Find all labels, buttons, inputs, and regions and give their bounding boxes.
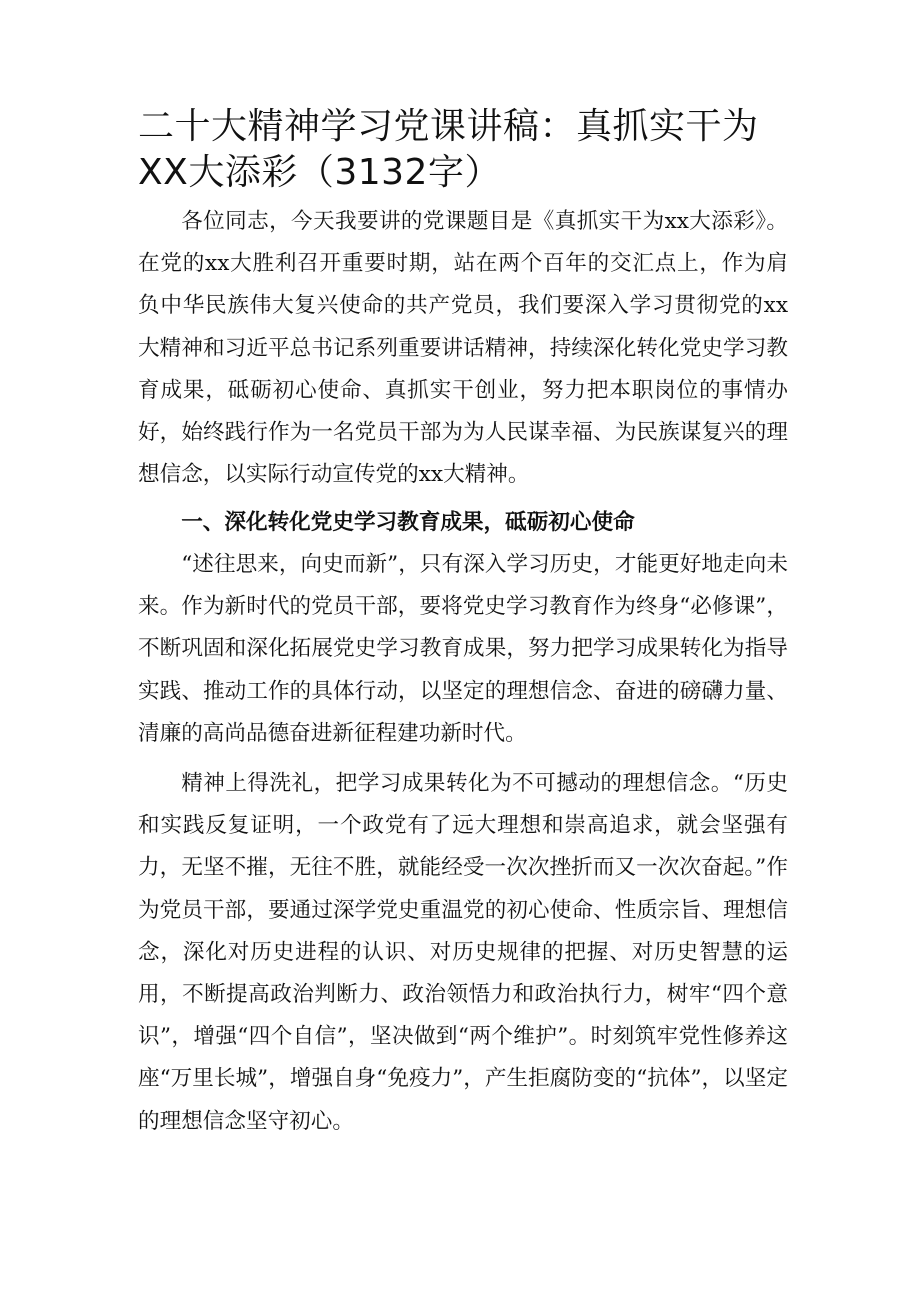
document-title: 二十大精神学习党课讲稿：真抓实干为XX大添彩（3132字） xyxy=(138,106,759,193)
body-paragraph-intro: 各位同志，今天我要讲的党课题目是《真抓实干为xx大添彩》。在党的xx大胜利召开重要时期，站在两个百年的交汇点上，作为肩负中华民族伟大复兴使命的共产党员，我们要深入学习贯彻党的xx大精神和习近平总书记系列重要讲话精神，持续深化转化党史学习教育成果，砥砺初心使命、真抓实干创业，努力把本职岗位的事情办好，始终践行作为一名党员干部为为人民谋幸福、为民族谋复兴的理想信念，以实际行动宣传党的xx大精神。 xyxy=(138,209,788,488)
body-paragraph-spiritual-baptism: 精神上得洗礼，把学习成果转化为不可撼动的理想信念。“历史和实践反复证明，一个政党有了远大理想和崇高追求，就会坚强有力，无坚不摧，无往不胜，就能经受一次次挫折而又一次次奋起。”作为党员干部，要通过深学党史重温党的初心使命、性质宗旨、理想信念，深化对历史进程的认识、对历史规律的把握、对历史智慧的运用，不断提高政治判断力、政治领悟力和政治执行力，树牢“四个意识”，增强“四个自信”，坚决做到“两个维护”。时刻筑牢党性修养这座“万里长城”，增强自身“免疫力”，产生拒腐防变的“抗体”，以坚定的理想信念坚守初心。 xyxy=(138,771,788,1134)
body-paragraph-section1-intro: “述往思来，向史而新”，只有深入学习历史，才能更好地走向未来。作为新时代的党员干部，要将党史学习教育作为终身“必修课”，不断巩固和深化拓展党史学习教育成果，努力把学习成果转化为指导实践、推动工作的具体行动，以坚定的理想信念、奋进的磅礴力量、清廉的高尚品德奋进新征程建功新时代。 xyxy=(138,552,788,746)
section-heading-1: 一、深化转化党史学习教育成果，砥砺初心使命 xyxy=(181,510,635,535)
